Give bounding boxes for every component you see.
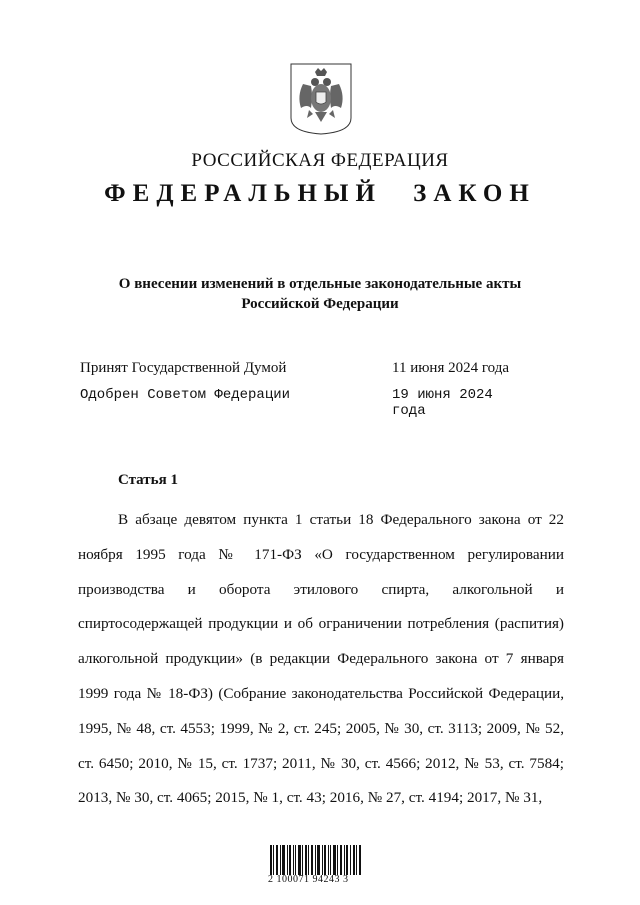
- duma-adoption-date: 11 июня 2024 года: [392, 360, 509, 376]
- duma-adoption-line: [80, 360, 530, 377]
- council-approval-label: Одобрен Советом Федерации: [80, 387, 291, 403]
- duma-adoption-label: Принят Государственной Думой: [80, 360, 287, 376]
- article-heading: Статья 1: [118, 472, 178, 488]
- law-title: [100, 274, 540, 314]
- coat-of-arms-icon: [289, 62, 353, 136]
- law-title-line-1: О внесении изменений в отдельные законодательные акты: [118, 276, 522, 292]
- barcode-number: 2 100071 94243 3: [268, 874, 349, 885]
- document-type: ФЕДЕРАЛЬНЫЙ ЗАКОН: [104, 180, 536, 207]
- council-approval-date: 19 июня 2024 года: [392, 387, 493, 419]
- barcode-icon: [270, 845, 362, 875]
- country-name: РОССИЙСКАЯ ФЕДЕРАЦИЯ: [191, 150, 449, 171]
- law-title-line-2: Российской Федерации: [241, 296, 399, 312]
- council-approval-line: [80, 387, 530, 419]
- article-body: В абзаце девятом пункта 1 статьи 18 Федерального закона от 22 ноября 1995 года № 171-ФЗ «О государственном регулировании производства и оборота этилового спирта, алкогольной и спиртосодержащей продукции и об ограничении потребления (распития) алкогольной продукции» (в редакции Федерального закона от 7 января 1999 года № 18-ФЗ) (Собрание законодательства Российской Федерации, 1995, № 48, ст. 4553; 1999, № 2, ст. 245; 2005, № 30, ст. 3113; 2009, № 52, ст. 6450; 2010, № 15, ст. 1737; 2011, № 30, ст. 4566; 2012, № 53, ст. 7584; 2013, № 30, ст. 4065; 2015, № 1, ст. 43; 2016, № 27, ст. 4194; 2017, № 31,: [78, 511, 564, 807]
